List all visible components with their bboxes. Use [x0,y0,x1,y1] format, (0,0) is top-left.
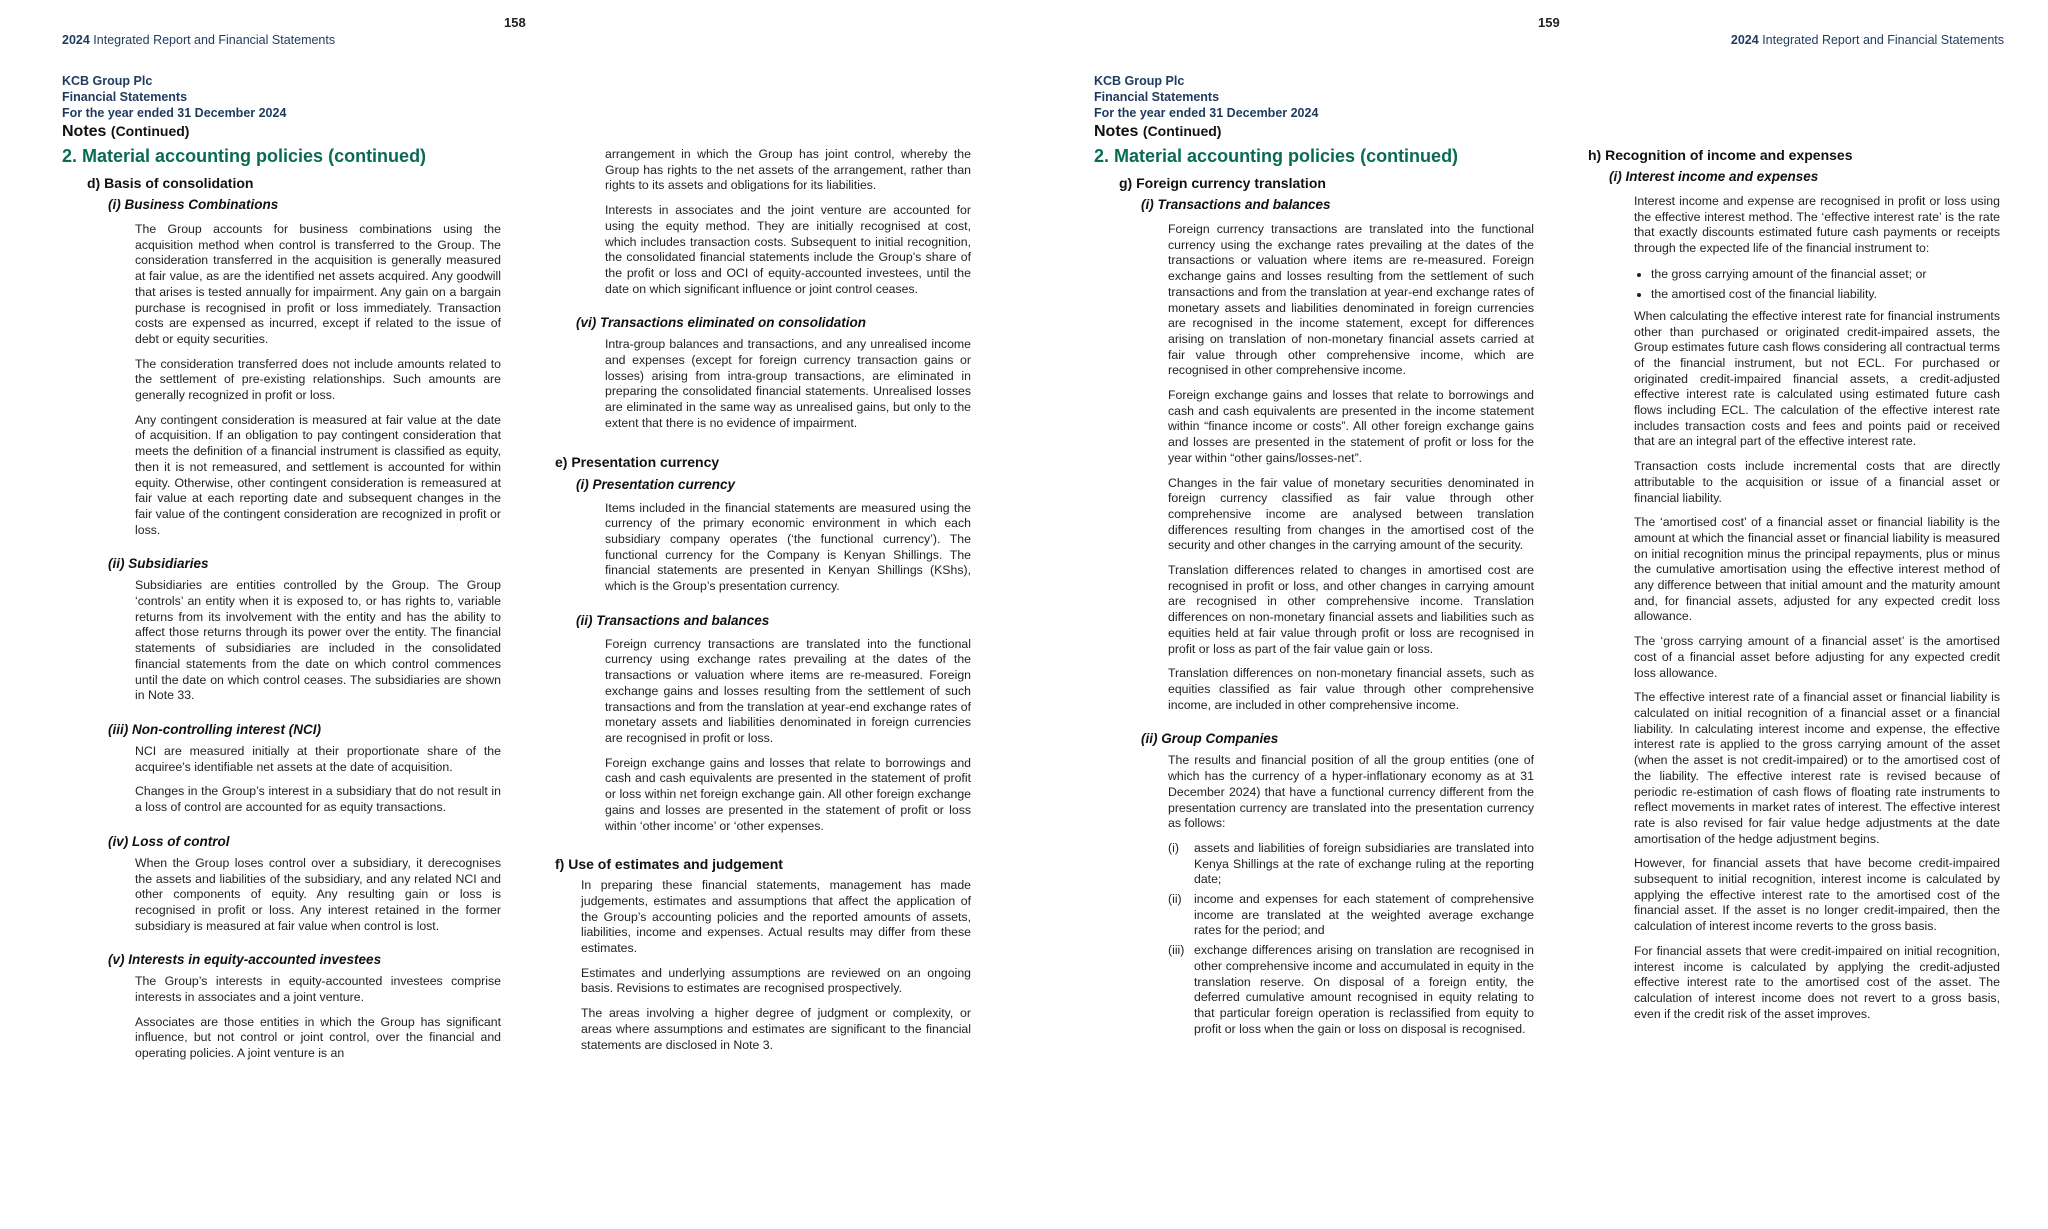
list-item-number: (ii) [1168,892,1182,907]
paragraph: arrangement in which the Group has joint control, whereby the Group has rights to the net assets of the arrangement, rather than rights to its assets and obligations for its liabilities. [605,147,971,193]
paragraph: Foreign exchange gains and losses that relate to borrowings and cash and cash equivalents are presented in the income statement within “finance income or costs”. All other foreign exchange gains and losses are presented in the statement of profit or loss for the year within “other gains/losses-net”. [1168,388,1534,465]
list-item [1168,892,1534,939]
paragraph: NCI are measured initially at their proportionate share of the acquiree’s identifiable net assets at the date of acquisition. [135,743,501,774]
bullet-item: • the gross carrying amount of the financial asset; or [1651,266,2000,282]
paragraph: Interest income and expense are recognised in profit or loss using the effective interest method. The ‘effective interest rate’ is the rate that exactly discounts estimated future cash payments or receipts through the expected life of the financial instrument to: [1634,194,2000,256]
report-title-text-left: Integrated Report and Financial Statements [93,33,336,47]
heading-h-i: (i) Interest income and expenses [1609,169,1819,184]
paragraph: Intra-group balances and transactions, and any unrealised income and expenses (except for foreign currency transaction gains or losses) arising from intra-group transactions, are eliminated in preparing the consolidated financial statements. Unrealised losses are eliminated in the same way as unrealised gains, but only to the extent that there is no evidence of impairment. [605,337,971,430]
heading-d: d) Basis of consolidation [87,175,254,191]
paragraph: The areas involving a higher degree of judgment or complexity, or areas where assumptions and estimates are significant to the financial statements are disclosed in Note 3. [581,1006,971,1052]
heading-d-iii: (iii) Non-controlling interest (NCI) [108,721,321,737]
paragraph: Items included in the financial statements are measured using the currency of the primary economic environment in which each subsidiary company operates (‘the functional currency’). The functional currency for the Company is Kenyan Shillings. The financial statements are presented in Kenyan Shillings (KShs), which is the Group’s presentation currency. [605,500,971,594]
left-column-2 [555,147,971,1062]
report-title-text-right: Integrated Report and Financial Statements [1762,33,2004,47]
paragraph: Interests in associates and the joint venture are accounted for using the equity method. They are initially recognised at cost, which includes transaction costs. Subsequent to initial recognition, the consolidated financial statements include the Group’s share of the profit or loss and OCI of equity-accounted investees, until the date on which significant influence or joint control ceases. [605,203,971,296]
heading-e-ii: (ii) Transactions and balances [576,612,770,628]
notes-title-left [62,123,189,141]
paragraph: Foreign currency transactions are translated into the functional currency using exchange rates prevailing at the dates of the transactions or valuation where items are re-measured. Foreign exchange gains and losses resulting from the settlement of such transactions and from the translation at year-end exchange rates of monetary assets and liabilities denominated in foreign currencies are recognised in profit or loss. [605,636,971,745]
paragraph: Foreign exchange gains and losses that relate to borrowings and cash and cash equivalents are presented in the statement of profit or loss within net foreign exchange gain. All other foreign exchange gains and losses are presented in the statement of profit or loss within ‘other income’ or ‘other expenses. [605,755,971,833]
paragraph: Changes in the fair value of monetary securities denominated in foreign currency classified as fair value through other comprehensive income are analysed between translation differences resulting from changes in the amortised cost of the security and other changes in the carrying amount of the security. [1168,475,1534,553]
header-block-left [62,73,286,121]
statement-type-left: Financial Statements [62,90,188,104]
bullet-item: • the amortised cost of the financial liability. [1651,286,2000,302]
header-block-right [1094,73,1318,121]
notes-suffix-left: (Continued) [110,123,190,139]
list-item [1168,841,1534,888]
heading-g-ii: (ii) Group Companies [1141,731,1279,747]
paragraph: For financial assets that were credit-impaired on initial recognition, interest income is calculated by applying the credit-adjusted effective interest rate to the amortised cost of the asset. The calculation of interest income does not revert to a gross basis, even if the credit risk of the asset improves. [1634,943,2000,1021]
notes-label-right: Notes [1094,123,1139,140]
paragraph: Translation differences related to changes in amortised cost are recognised in profit or loss, and other changes in carrying amount are recognised in other comprehensive income. Translation differences on non-monetary financial assets and liabilities such as equities held at fair value through profit or loss are recognised in profit or loss as part of the fair value gain or loss. [1168,563,1534,656]
report-year-left: 2024 [62,33,90,47]
right-column-2 [1634,194,2000,1031]
paragraph: Translation differences on non-monetary financial assets, such as equities classified as fair value through other comprehensive income, are included in other comprehensive income. [1168,666,1534,712]
company-name-left: KCB Group Plc [62,74,153,88]
statement-type-right: Financial Statements [1094,90,1220,104]
heading-g-i: (i) Transactions and balances [1141,197,1331,212]
report-title-left [62,33,335,47]
page-number-right: 159 [1538,15,1560,30]
paragraph: Any contingent consideration is measured at fair value at the date of acquisition. If an obligation to pay contingent consideration that meets the definition of a financial instrument is classified as equity, then it is not remeasured, and settlement is accounted for within equity. Otherwise, other contingent consideration is remeasured at fair value at each reporting date and subsequent changes in the fair value of the contingent consideration are recognized in profit or loss. [135,412,501,537]
paragraph: The ‘amortised cost’ of a financial asset or financial liability is the amount at which the financial asset or financial liability is measured on initial recognition minus the principal repayments, plus or minus the cumulative amortisation using the effective interest method of any difference between that initial amount and the maturity amount and, for financial assets, adjusted for any expected credit loss allowance. [1634,515,2000,624]
notes-suffix-right: (Continued) [1142,123,1222,139]
bullet-list [1634,266,2000,302]
period-left: For the year ended 31 December 2024 [62,106,287,120]
period-right: For the year ended 31 December 2024 [1094,106,1319,120]
report-title-right [1731,33,2004,47]
paragraph: When calculating the effective interest rate for financial instruments other than purchased or originated credit-impaired assets, the Group estimates future cash flows considering all contractual terms of the financial instrument, but not ECL. For purchased or originated credit-impaired financial assets, a credit-adjusted effective interest rate is calculated using estimated future cash flows including ECL. The calculation of the effective interest rate includes transaction costs and fees and points paid or received that are an integral part of the effective interest rate. [1634,308,2000,449]
company-name-right: KCB Group Plc [1094,74,1185,88]
heading-e: e) Presentation currency [555,453,720,470]
paragraph: When the Group loses control over a subsidiary, it derecognises the assets and liabilities of the subsidiary, and any related NCI and other components of equity. Any resulting gain or loss is recognised in profit or loss. Any interest retained in the former subsidiary is measured at fair value when control is lost. [135,855,501,933]
notes-label-left: Notes [62,123,107,140]
paragraph: However, for financial assets that have become credit-impaired subsequent to initial recognition, interest income is calculated by applying the effective interest rate to the amortised cost of the financial asset. If the asset is no longer credit-impaired, then the calculation of interest income reverts to the gross basis. [1634,856,2000,934]
paragraph: Transaction costs include incremental costs that are directly attributable to the acquisition or issue of a financial asset or financial liability. [1634,459,2000,505]
list-item-text: exchange differences arising on translation are recognised in other comprehensive income and accumulated in equity in the translation reserve. On disposal of a foreign entity, the deferred cumulative amount recognised in equity relating to that particular foreign operation is reclassified from equity to profit or loss when the gain or loss on disposal is recognised. [1194,943,1534,1036]
paragraph: Associates are those entities in which the Group has significant influence, but not control or joint control, over the financial and operating policies. A joint venture is an [135,1014,501,1061]
left-column-1 [108,222,501,1071]
heading-g: g) Foreign currency translation [1119,175,1326,191]
translation-list [1168,841,1534,1037]
section-title-left: 2. Material accounting policies (continued) [62,146,427,166]
heading-d-v: (v) Interests in equity-accounted investees [108,952,382,968]
list-item-number: (iii) [1168,943,1185,958]
paragraph: Changes in the Group’s interest in a subsidiary that do not result in a loss of control are accounted for as equity transactions. [135,784,501,815]
heading-d-vi: (vi) Transactions eliminated on consolidation [576,315,867,331]
heading-d-ii: (ii) Subsidiaries [108,556,209,572]
heading-d-iv: (iv) Loss of control [108,833,230,849]
paragraph: The consideration transferred does not include amounts related to the settlement of pre-existing relationships. Such amounts are generally recognized in profit or loss. [135,356,501,403]
heading-f: f) Use of estimates and judgement [555,856,783,873]
section-title-right: 2. Material accounting policies (continued) [1094,146,1459,166]
heading-e-i: (i) Presentation currency [576,476,736,492]
heading-h: h) Recognition of income and expenses [1588,147,1853,163]
paragraph: The Group’s interests in equity-accounted investees comprise interests in associates and a joint venture. [135,974,501,1005]
paragraph: Estimates and underlying assumptions are reviewed on an ongoing basis. Revisions to estimates are recognised prospectively. [581,965,971,996]
report-year-right: 2024 [1730,33,1759,47]
list-item-text: income and expenses for each statement of comprehensive income are translated at the weighted average exchange rates for the period; and [1194,892,1534,938]
paragraph: Foreign currency transactions are translated into the functional currency using the exchange rates prevailing at the dates of the transactions or valuation where items are re-measured. Foreign exchange gains and losses resulting from the settlement of such transactions and from the translation at year-end exchange rates of monetary assets and liabilities denominated in foreign currencies are recognised in the income statement, except for differences arising on translation of non-monetary financial assets carried at fair value through other comprehensive income, which are recognised in other comprehensive income. [1168,222,1534,378]
paragraph: The effective interest rate of a financial asset or financial liability is calculated on initial recognition of a financial asset or a financial liability. In calculating interest income and expense, the effective interest rate is applied to the gross carrying amount of the asset (when the asset is not credit-impaired) or to the amortised cost of the liability. The effective interest rate is revised because of periodic re-estimation of cash flows of floating rate instruments to reflect movements in market rates of interest. The effective interest rate is also revised for fair value hedge adjustments at the date amortisation of the hedge adjustment begins. [1634,690,2000,846]
paragraph: The ‘gross carrying amount of a financial asset’ is the amortised cost of a financial asset before adjusting for any expected credit loss allowance. [1634,634,2000,680]
notes-title-right [1094,123,1221,141]
paragraph: The Group accounts for business combinations using the acquisition method when control is transferred to the Group. The consideration transferred in the acquisition is generally measured at fair value, as are the identified net assets acquired. Any goodwill that arises is tested annually for impairment. Any gain on a bargain purchase is recognised in profit or loss immediately. Transaction costs are expensed as incurred, except if related to the issue of debt or equity securities. [135,222,501,346]
paragraph: Subsidiaries are entities controlled by the Group. The Group ‘controls’ an entity when it is exposed to, or has rights to, variable returns from its involvement with the entity and has the ability to affect those returns through its power over the entity. The financial statements of subsidiaries are included in the consolidated financial statements from the date on which control commences until the date on which control ceases. The subsidiaries are shown in Note 33. [135,578,501,703]
list-item [1168,943,1534,1037]
page-number-left: 158 [504,15,526,30]
right-column-1 [1141,222,1534,1041]
paragraph: In preparing these financial statements, management has made judgements, estimates and assumptions that affect the application of the Group’s accounting policies and the reported amounts of assets, liabilities, income and expenses. Actual results may differ from these estimates. [581,878,971,956]
paragraph: The results and financial position of all the group entities (one of which has the currency of a hyper-inflationary economy as at 31 December 2024) that have a functional currency different from the presentation currency are translated into the presentation currency as follows: [1168,753,1534,831]
section-f-body [581,878,971,1053]
list-item-number: (i) [1168,840,1179,855]
list-item-text: assets and liabilities of foreign subsidiaries are translated into Kenya Shillings at the rate of exchange ruling at the reporting date; [1194,840,1534,887]
heading-d-i: (i) Business Combinations [108,197,279,212]
